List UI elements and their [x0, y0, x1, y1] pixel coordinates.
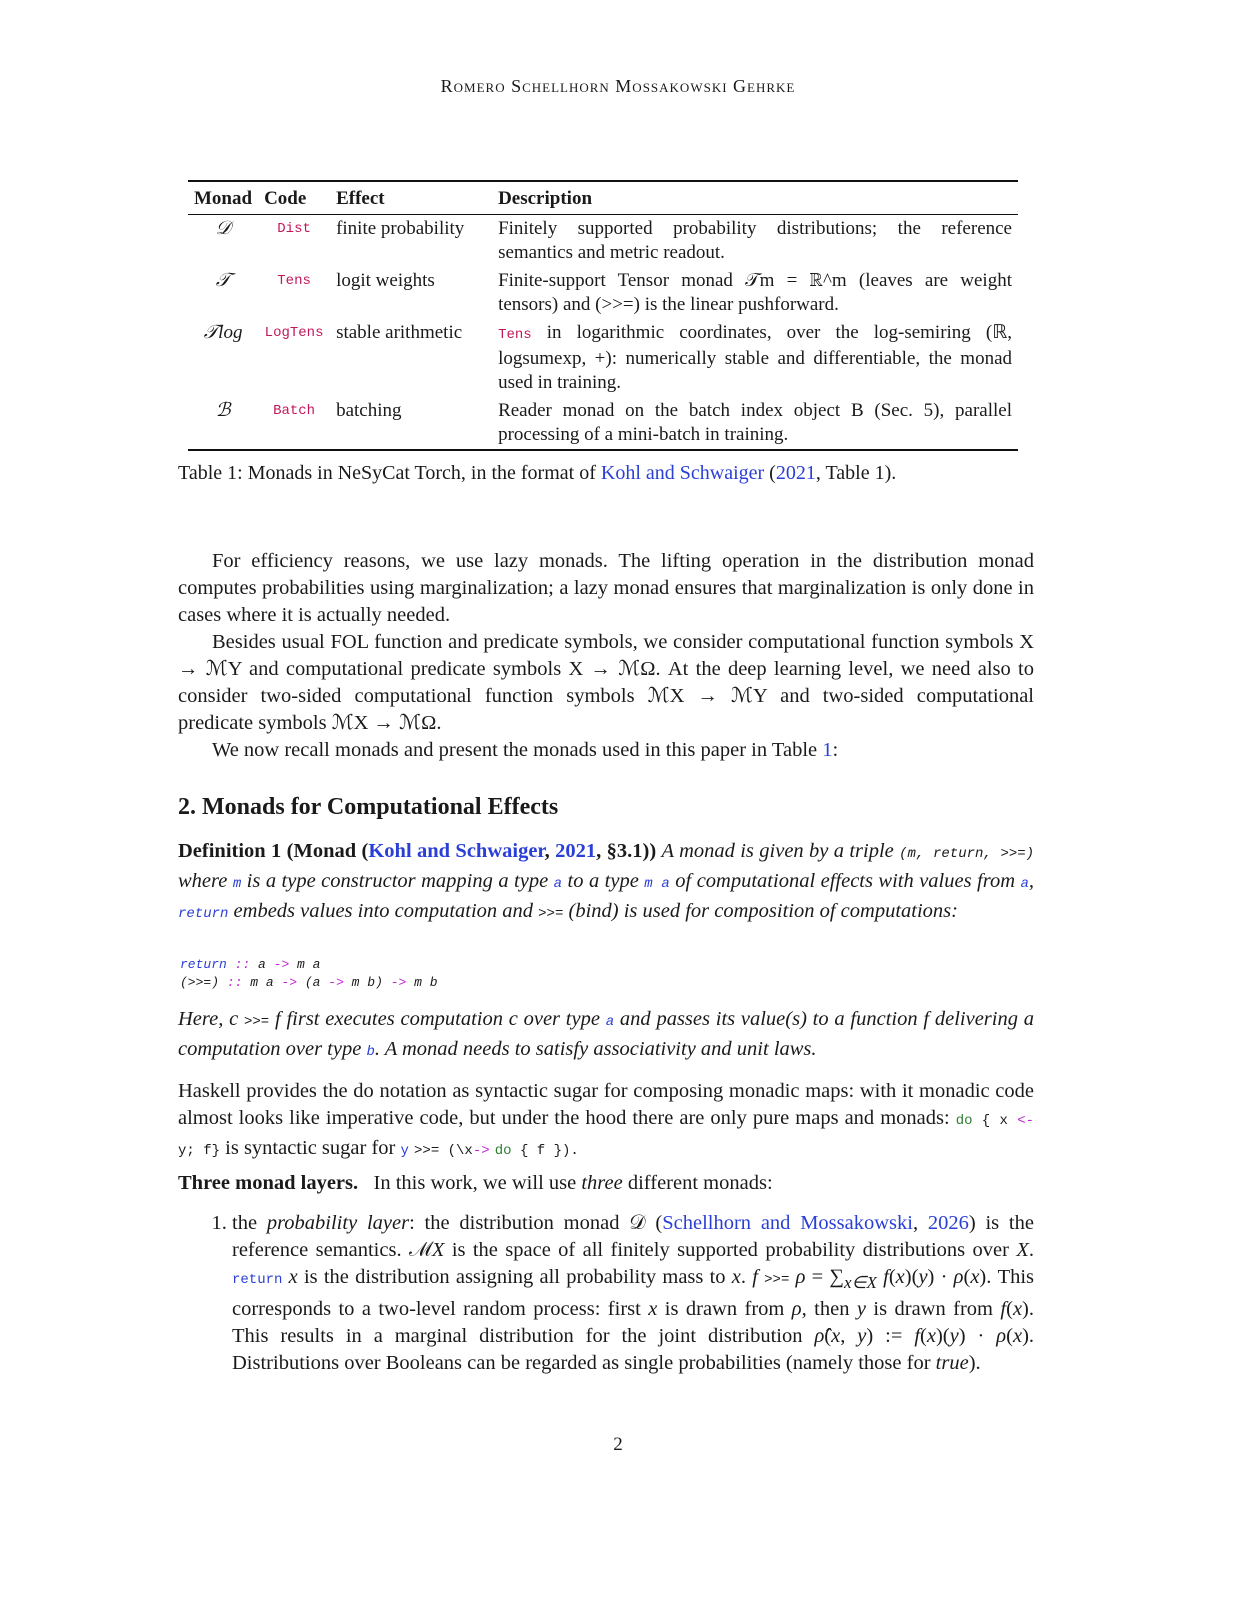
- cell-monad: 𝒯log: [203, 322, 243, 343]
- col-description: Description: [498, 188, 593, 209]
- definition-block: Definition 1 (Monad (Kohl and Schwaiger, 2021, §3.1)) A monad is given by a triple (m, return, >>=) where m is a type constructor mapping a type a to a type m a of computational effects with values from a, return embeds values into computation and >>= (bind) is used for composition of computations:: [178, 840, 1035, 922]
- citation-link[interactable]: Kohl and Schwaiger: [600, 462, 765, 484]
- citation-year-link[interactable]: 2021: [555, 840, 597, 862]
- cell-description: Tens in logarithmic coordinates, over the log-semiring (ℝ, logsumexp, +): numerically stable and differentiable, the monad used in training.: [498, 322, 1012, 393]
- monad-layers-list: [178, 1210, 1034, 1377]
- haskell-paragraph: Haskell provides the do notation as syntactic sugar for composing monadic maps: with it monadic code almost looks like imperative code, but under the hood there are only pure maps and monads: do { x <- y; f} is syntactic sugar for y >>= (\x-> do { f }).: [178, 1080, 1034, 1159]
- monads-table: [188, 180, 1018, 451]
- code-line: return :: a -> m a: [180, 957, 321, 972]
- type-signatures: [180, 956, 438, 992]
- section-heading: 2. Monads for Computational Effects: [178, 794, 559, 820]
- cell-code: Dist: [277, 221, 311, 237]
- table-row: [188, 397, 1018, 450]
- col-monad: Monad: [194, 188, 253, 209]
- table-row: [188, 267, 1018, 319]
- paragraph: We now recall monads and present the monads used in this paper in Table 1:: [212, 739, 839, 761]
- citation-year-link[interactable]: 2026: [927, 1212, 969, 1234]
- cell-effect: finite probability: [336, 218, 465, 239]
- cell-effect: batching: [336, 400, 402, 421]
- cell-description: Reader monad on the batch index object B (Sec. 5), parallel processing of a mini-batch in training.: [498, 400, 1012, 445]
- cell-code: Tens: [277, 273, 311, 289]
- citation-year-link[interactable]: 2021: [775, 462, 816, 484]
- table-row: [188, 319, 1018, 397]
- paragraph: Besides usual FOL function and predicate symbols, we consider computational function symbols X → ℳY and computational predicate symbols X → ℳΩ. At the deep learning level, we need also to consider two-sided computational function symbols ℳX → ℳY and two-sided computational predicate symbols ℳX → ℳΩ.: [178, 631, 1034, 734]
- table-header-row: [188, 181, 1018, 215]
- table-ref-link[interactable]: 1: [822, 739, 833, 761]
- page-number: 2: [613, 1434, 623, 1455]
- table-caption: Table 1: Monads in NeSyCat Torch, in the format of Kohl and Schwaiger (2021, Table 1).: [178, 462, 897, 484]
- inline-code: Tens: [498, 327, 532, 343]
- citation-link[interactable]: Schellhorn and Mossakowski: [662, 1212, 913, 1234]
- col-effect: Effect: [336, 188, 385, 209]
- definition-tail: Here, c >>= f first executes computation c over type a and passes its value(s) to a function f delivering a computation over type b. A monad needs to satisfy associativity and unit laws.: [178, 1008, 1034, 1060]
- cell-monad: 𝒟: [215, 218, 231, 239]
- cell-code: Batch: [273, 403, 316, 419]
- cell-effect: logit weights: [336, 270, 435, 291]
- paragraph: For efficiency reasons, we use lazy monads. The lifting operation in the distribution monad computes probabilities using marginalization; a lazy monad ensures that marginalization is only done in cases where it is actually needed.: [178, 550, 1034, 626]
- three-layers-paragraph: Three monad layers. In this work, we will use three different monads:: [178, 1172, 773, 1194]
- cell-effect: stable arithmetic: [336, 322, 463, 343]
- cell-description: Finite-support Tensor monad 𝒯m = ℝ^m (leaves are weight tensors) and (>>=) is the linear pushforward.: [498, 270, 1012, 315]
- col-code: Code: [264, 188, 307, 209]
- cell-description: Finitely supported probability distributions; the reference semantics and metric readout.: [498, 218, 1012, 263]
- running-header: Romero Schellhorn Mossakowski Gehrke: [440, 76, 796, 96]
- cell-monad: 𝒯: [215, 270, 231, 291]
- cell-code: LogTens: [264, 325, 324, 341]
- intro-paragraphs: [178, 548, 1034, 764]
- list-item: 1. the probability layer: the distribution monad 𝒟 (Schellhorn and Mossakowski, 2026) is the reference semantics. ℳX is the space of all finitely supported probability distributions over X. return x is the distribution assigning all probability mass to x. f >>= $\rho = \sum_{x\in X}$ f(x)(y) · ρ(x). This corresponds to a two-level random process: first x is drawn from ρ, then y is drawn from f(x). This results in a marginal distribution for the joint distribution ρ̂(x, y) := f(x)(y) · ρ(x). Distributions over Booleans can be regarded as single probabilities (namely those for true).: [232, 1210, 1034, 1377]
- table-row: [188, 215, 1018, 268]
- citation-link[interactable]: Kohl and Schwaiger: [368, 840, 545, 862]
- cell-monad: ℬ: [215, 400, 231, 421]
- code-line: (>>=) :: m a -> (a -> m b) -> m b: [180, 975, 438, 990]
